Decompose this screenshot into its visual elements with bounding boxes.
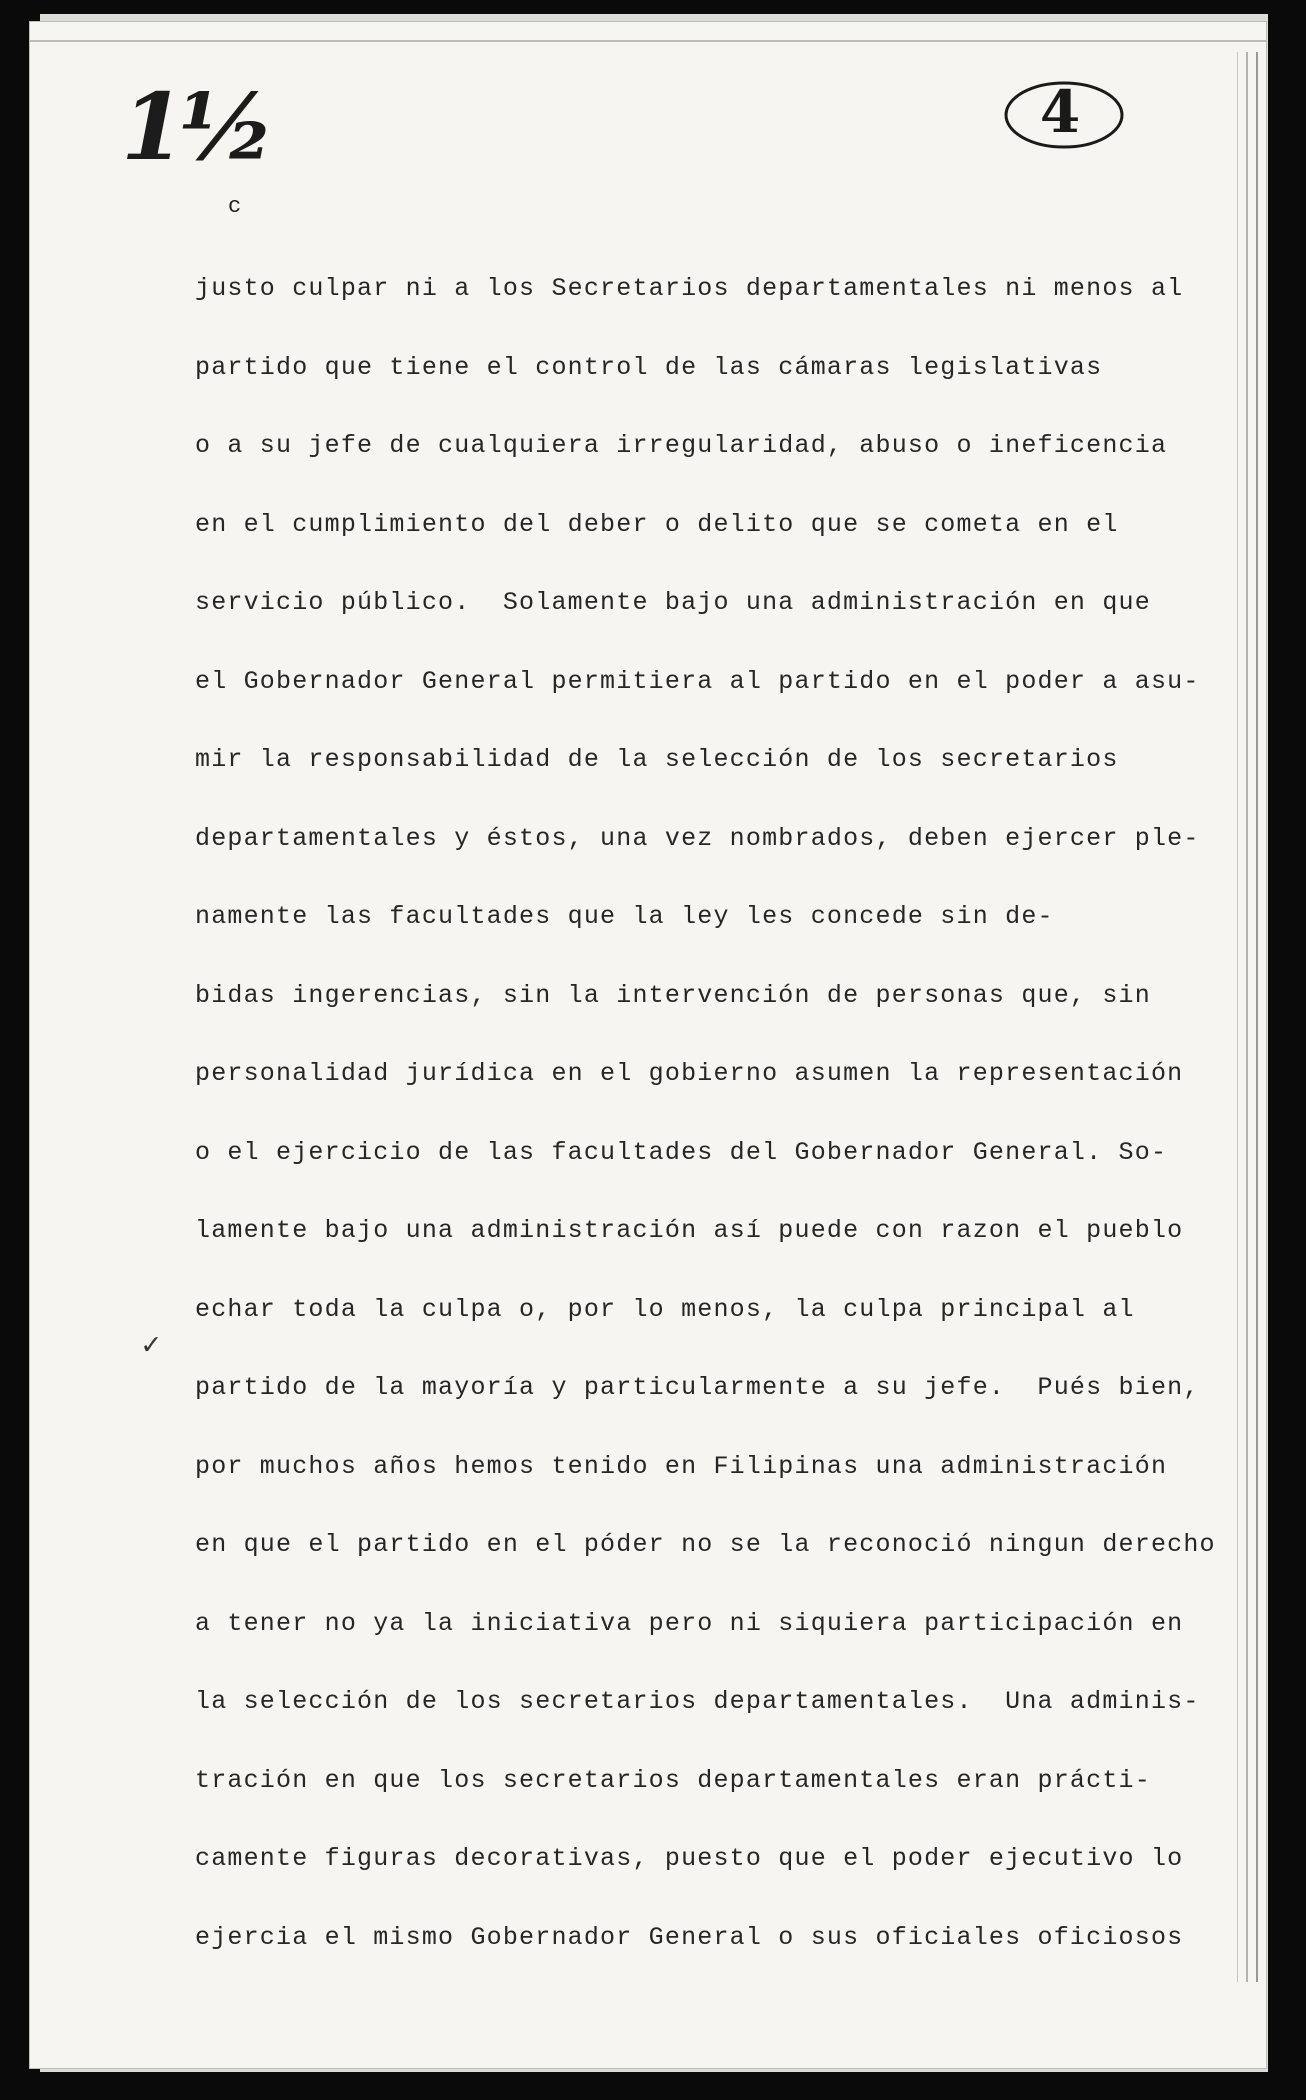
folio-number: 4 [1039, 78, 1081, 146]
folio-number-circle [1000, 77, 1130, 162]
text-line: personalidad jurídica en el gobierno asumen la representación [195, 1059, 1184, 1088]
text-line: el Gobernador General permitiera al partido en el poder a asu- [195, 666, 1200, 696]
text-line: por muchos años hemos tenido en Filipinas una administración [195, 1451, 1168, 1481]
text-line: namente las facultades que la ley les concede sin de- [195, 902, 1054, 931]
text-line: o a su jefe de cualquiera irregularidad, abuso o ineficencia [195, 431, 1168, 460]
text-line: en el cumplimiento del deber o delito que se cometa en el [195, 509, 1119, 539]
text-line: justo culpar ni a los Secretarios departamentales ni menos al [195, 274, 1184, 303]
page-letter: c [228, 194, 242, 219]
text-line: camente figuras decorativas, puesto que el poder ejecutivo lo [195, 1844, 1184, 1873]
text-line: en que el partido en el póder no se la reconoció ningun derecho [195, 1530, 1216, 1559]
text-line: partido de la mayoría y particularmente a su jefe. Pués bien, [195, 1373, 1200, 1402]
text-line: echar toda la culpa o, por lo menos, la culpa principal al [195, 1294, 1135, 1324]
text-line: departamentales y éstos, una vez nombrados, deben ejercer ple- [195, 823, 1200, 853]
page-edge-line [1256, 52, 1258, 1982]
text-line: bidas ingerencias, sin la intervención de personas que, sin [195, 980, 1151, 1010]
text-line: o el ejercicio de las facultades del Gobernador General. So- [195, 1137, 1168, 1167]
page-edge-line [1237, 52, 1238, 1982]
text-line: lamente bajo una administración así puede con razon el pueblo [195, 1216, 1184, 1245]
text-line: ejercia el mismo Gobernador General o sus oficiales oficiosos [195, 1922, 1184, 1952]
text-line: servicio público. Solamente bajo una administración en que [195, 588, 1151, 617]
page-edge-line [1246, 52, 1248, 1982]
ink-mark: ✓ [142, 1330, 161, 1364]
top-edge-rule [30, 40, 1266, 42]
handwritten-mark-text: 1½ [121, 73, 269, 181]
text-line: tración en que los secretarios departamentales eran prácti- [195, 1765, 1151, 1795]
text-line: partido que tiene el control de las cámaras legislativas [195, 352, 1103, 382]
text-line: mir la responsabilidad de la selección de los secretarios [195, 745, 1119, 774]
text-line: a tener no ya la iniciativa pero ni siquiera participación en [195, 1608, 1184, 1638]
text-line: la selección de los secretarios departamentales. Una adminis- [195, 1687, 1200, 1716]
typed-body-text [195, 272, 1216, 1999]
document-page [30, 22, 1266, 2068]
